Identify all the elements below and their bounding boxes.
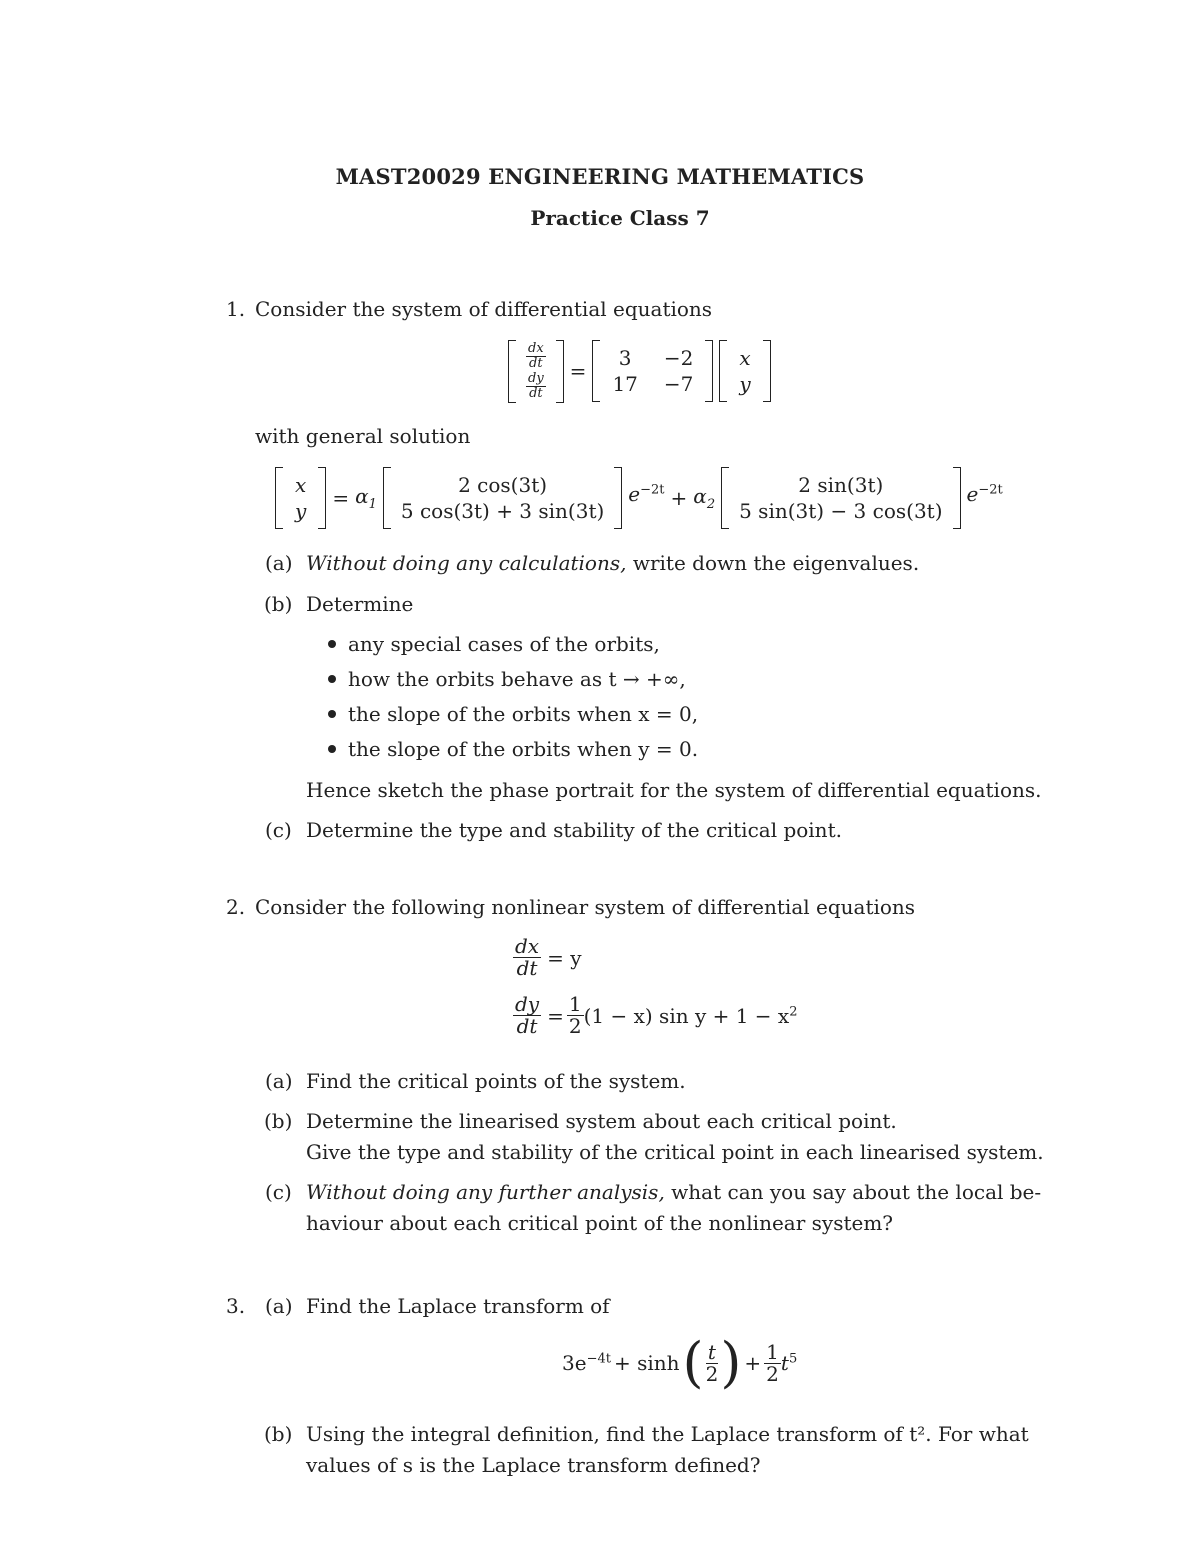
q2-part-c-label: (c) — [265, 1180, 292, 1204]
q1-coefficient-matrix: 3 −2 17 −7 — [592, 340, 713, 402]
exp-term-2: $e^{-2t}$ — [966, 482, 1003, 506]
solution-lhs-vector: x y — [275, 467, 326, 529]
equals-sign: = — [569, 359, 587, 384]
q1-general-solution: x y = $\alpha_1$ 2 cos(3t) 5 cos(3t) + 3 sin(3t) $e^{-2t}$ + $\alpha_2$ 2 sin(3t) 5 sin(3t) − 3 cos(3t) $e^{-2t}$ — [272, 467, 1006, 529]
q2-part-b-label: (b) — [264, 1109, 293, 1133]
q1-part-c-text: Determine the type and stability of the critical point. — [306, 818, 842, 842]
dy-dt-fraction: $\frac{dy}{dt}$ — [528, 371, 544, 401]
q2-part-c-text-1: Without doing any further analysis, what can you say about the local be- — [306, 1180, 1042, 1204]
exp-term-1: $e^{-2t}$ — [628, 482, 665, 506]
question-3-number: 3. — [226, 1294, 246, 1318]
solution-vector-1: 2 cos(3t) 5 cos(3t) + 3 sin(3t) — [383, 467, 622, 529]
q2-equation-2: $\frac{dy}{dt}$ = $\frac{1}{2}$ (1 − x) $\sin y + 1 - x^2$ — [515, 992, 798, 1038]
alpha-1: $\alpha_1$ — [355, 484, 377, 512]
q1-part-a-label: (a) — [265, 551, 293, 575]
q1-bullet-1: any special cases of the orbits, — [328, 632, 660, 656]
q2-part-a-text: Find the critical points of the system. — [306, 1069, 686, 1093]
t-over-2-fraction: $\frac{t}{2}$ — [705, 1339, 719, 1386]
q1-hence-text: Hence sketch the phase portrait for the system of differential equations. — [306, 778, 1042, 802]
question-2-intro: Consider the following nonlinear system of differential equations — [255, 895, 916, 919]
q1-state-vector: x y — [719, 340, 770, 402]
q3-laplace-expression: $3e^{-4t}$ + sinh ( $\frac{t}{2}$ ) + $\frac{1}{2}$ $t^5$ — [562, 1331, 798, 1394]
one-half-fraction: $\frac{1}{2}$ — [568, 992, 582, 1038]
q1-part-b-text: Determine — [306, 592, 414, 616]
q1-bullet-3: the slope of the orbits when x = 0, — [328, 702, 698, 726]
general-solution-label: with general solution — [255, 424, 471, 448]
course-title: MAST20029 ENGINEERING MATHEMATICS — [335, 164, 865, 189]
q3-part-b-label: (b) — [264, 1422, 293, 1446]
dx-dt-fraction: $\frac{dx}{dt}$ — [528, 341, 544, 371]
q1-derivative-vector — [508, 340, 564, 403]
q1-part-c-label: (c) — [265, 818, 292, 842]
question-2-number: 2. — [226, 895, 246, 919]
question-1-number: 1. — [226, 297, 246, 321]
q2-part-a-label: (a) — [265, 1069, 293, 1093]
dx-dt-fraction: $\frac{dx}{dt}$ — [515, 934, 540, 980]
q1-bullet-4: the slope of the orbits when y = 0. — [328, 737, 698, 761]
question-1-intro: Consider the system of differential equations — [255, 297, 713, 321]
solution-vector-2: 2 sin(3t) 5 sin(3t) − 3 cos(3t) — [721, 467, 960, 529]
q3-part-b-text-2: values of s is the Laplace transform defined? — [306, 1453, 761, 1477]
q2-part-c-text-2: haviour about each critical point of the nonlinear system? — [306, 1211, 894, 1235]
q2-part-b-text-1: Determine the linearised system about each critical point. — [306, 1109, 897, 1133]
q2-part-b-text-2: Give the type and stability of the critical point in each linearised system. — [306, 1140, 1044, 1164]
q1-part-a-text: Without doing any calculations, write down the eigenvalues. — [306, 551, 920, 575]
q3-part-a-label: (a) — [265, 1294, 293, 1318]
practice-class-title: Practice Class 7 — [530, 206, 710, 230]
q1-part-b-label: (b) — [264, 592, 293, 616]
q3-part-a-text: Find the Laplace transform of — [306, 1294, 610, 1318]
q1-system-equation — [505, 340, 774, 403]
q3-part-b-text-1: Using the integral definition, find the Laplace transform of t². For what — [306, 1422, 1029, 1446]
alpha-2: $\alpha_2$ — [693, 484, 716, 512]
dy-dt-fraction: $\frac{dy}{dt}$ — [515, 992, 540, 1038]
q2-equation-1: $\frac{dx}{dt}$ = y — [515, 934, 582, 980]
one-half-fraction: $\frac{1}{2}$ — [766, 1339, 779, 1386]
q1-bullet-2: how the orbits behave as t → +∞, — [328, 667, 686, 691]
